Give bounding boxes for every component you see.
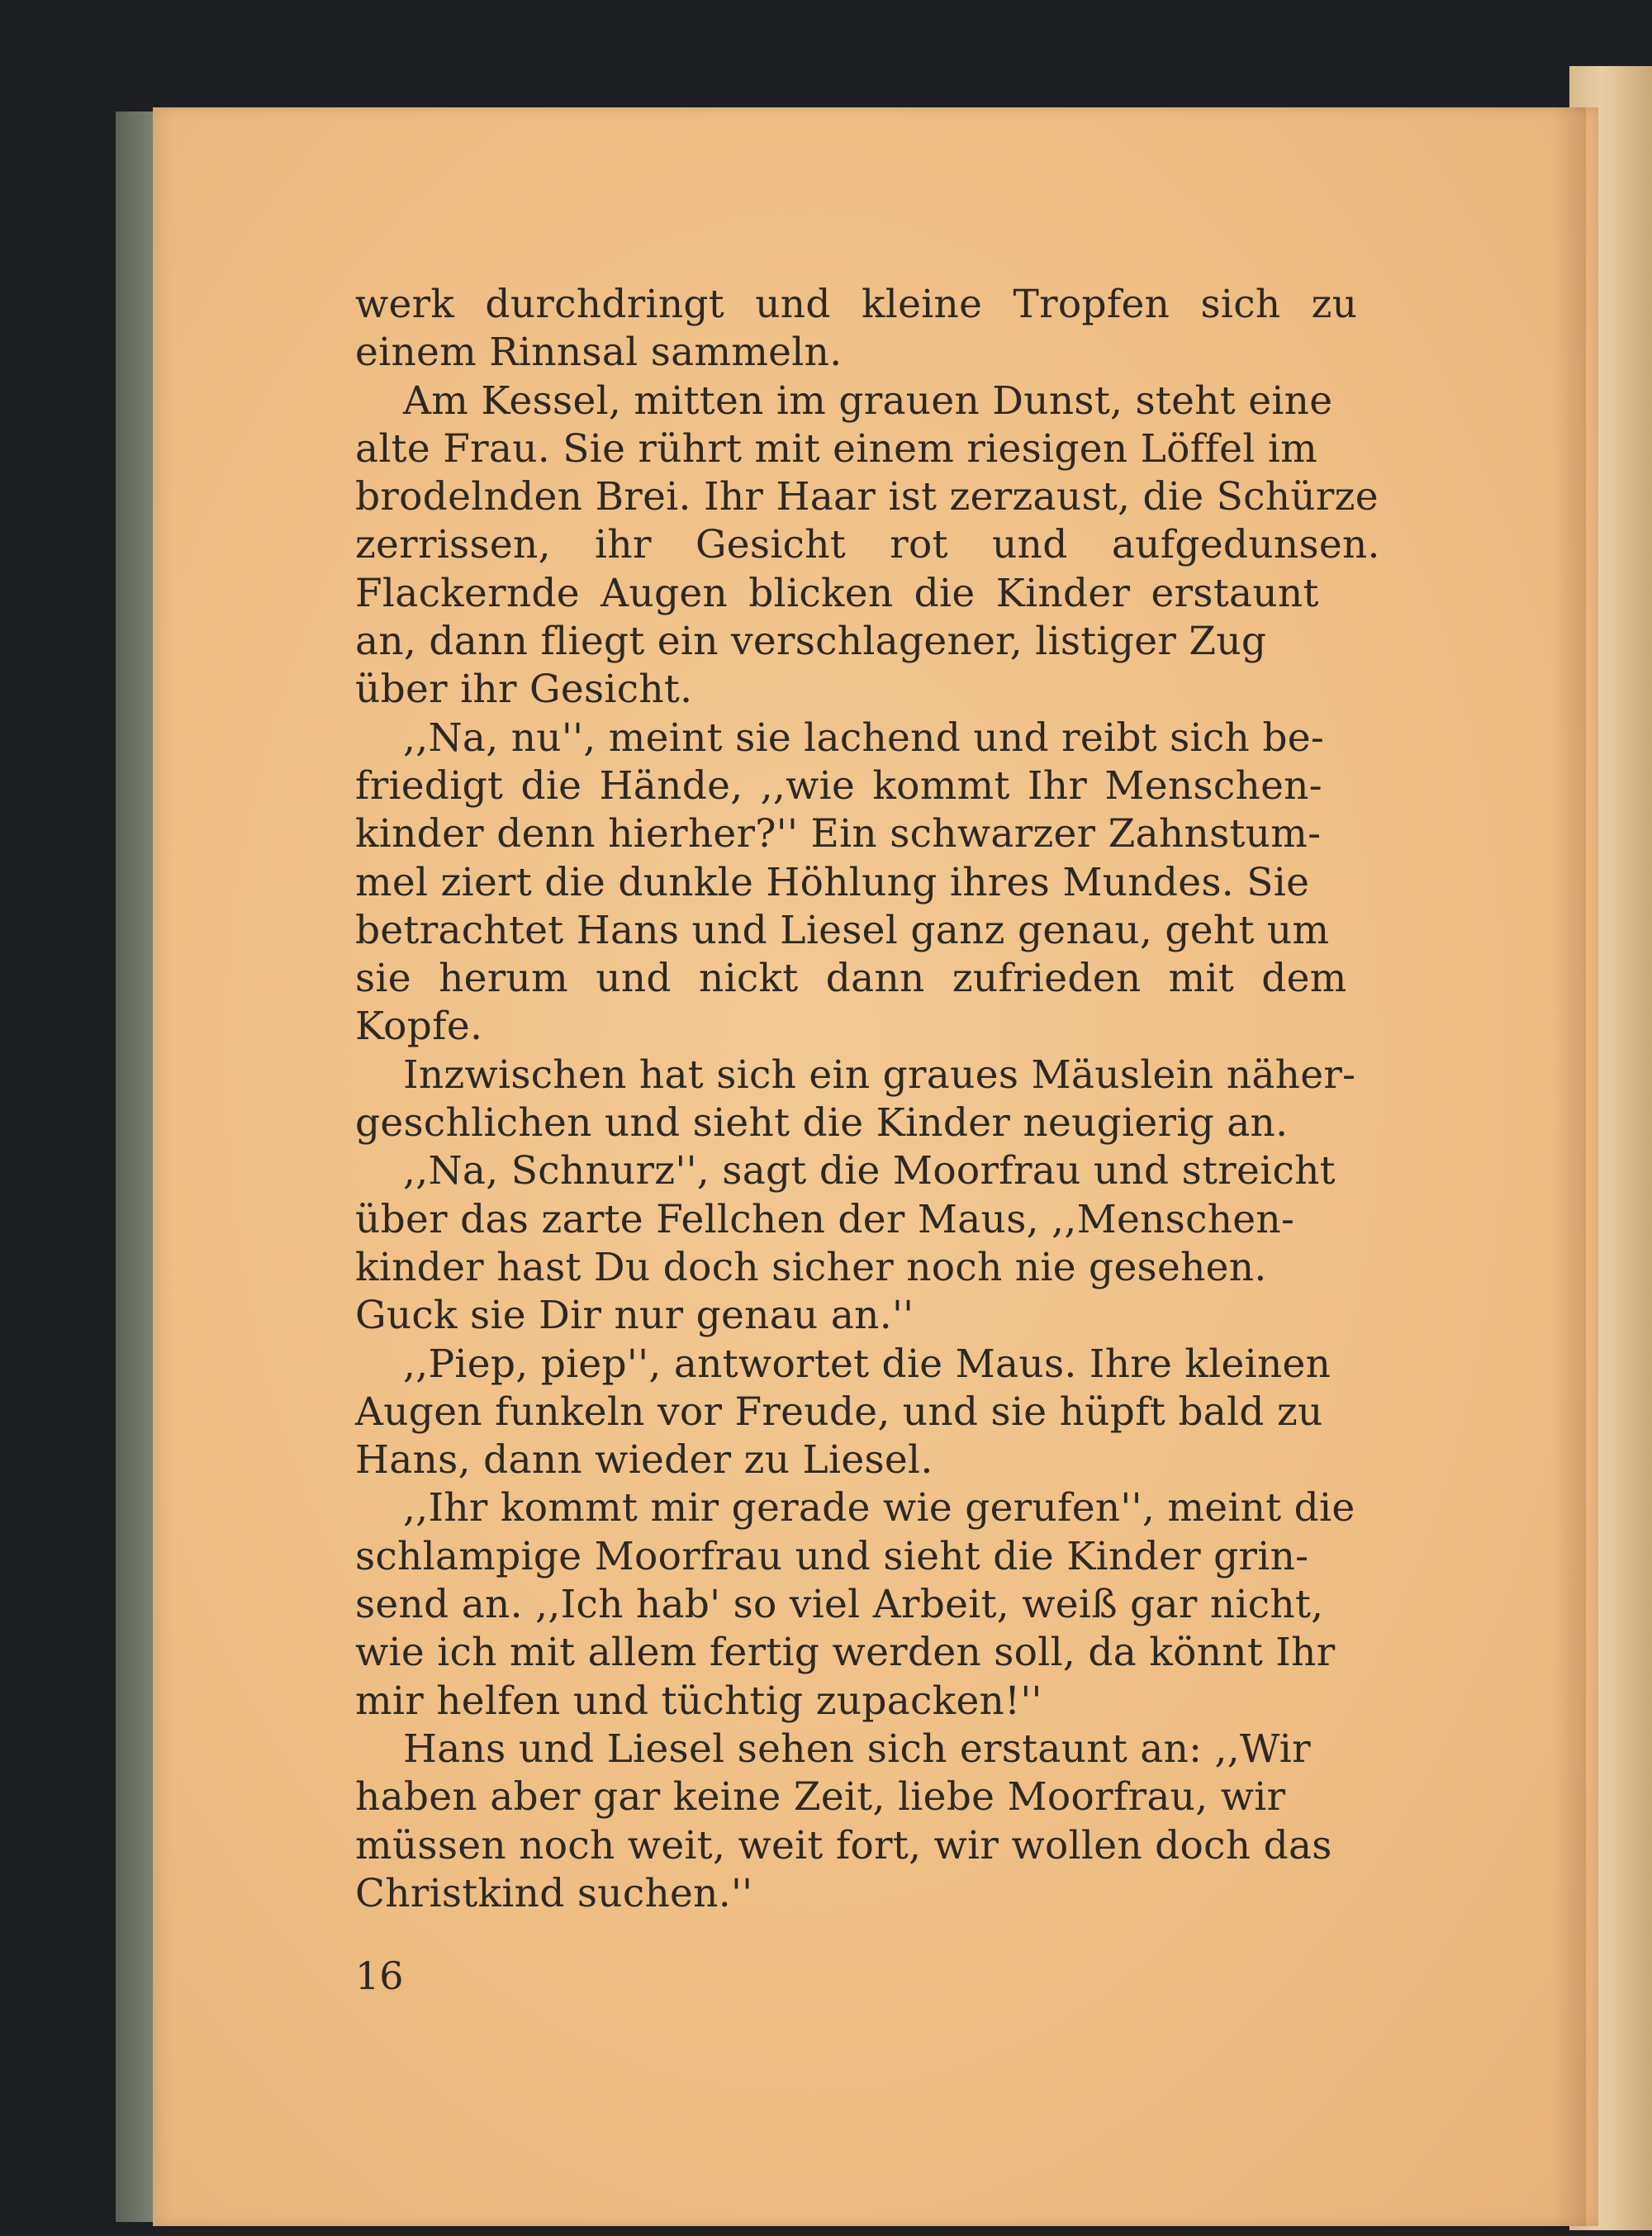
text-line: alte Frau. Sie rührt mit einem riesigen Löffel im [355, 425, 1318, 472]
text-line: geschlichen und sieht die Kinder neugierig an. [355, 1100, 1289, 1146]
text-line: brodelnden Brei. Ihr Haar ist zerzaust, die Schürze [355, 474, 1379, 520]
text-line: ,,Piep, piep'', antwortet die Maus. Ihre kleinen [403, 1341, 1332, 1387]
text-line: ,,Ihr kommt mir gerade wie gerufen'', meint die [403, 1485, 1355, 1531]
text-line: zerrissen, ihr Gesicht rot und aufgedunsen. [355, 522, 1380, 568]
text-line: mir helfen und tüchtig zupacken!'' [355, 1678, 1042, 1724]
text-line: einem Rinnsal sammeln. [355, 330, 843, 376]
page-gutter-shadow [1553, 107, 1586, 2226]
text-line: ,,Na, nu'', meint sie lachend und reibt sich be- [403, 714, 1324, 761]
text-line: mel ziert die dunkle Höhlung ihres Mundes. Sie [355, 859, 1310, 905]
text-line: Guck sie Dir nur genau an.'' [355, 1293, 914, 1339]
text-line: werk durchdringt und kleine Tropfen sich zu [355, 282, 1358, 327]
text-line: schlampige Moorfrau und sieht die Kinder grin- [355, 1533, 1309, 1579]
text-line: Hans, dann wieder zu Liesel. [355, 1437, 933, 1484]
text-line: ,,Na, Schnurz'', sagt die Moorfrau und streicht [403, 1148, 1336, 1194]
text-line: über ihr Gesicht. [355, 667, 693, 713]
text-line: kinder hast Du doch sicher noch nie gesehen. [355, 1244, 1267, 1290]
text-line: betrachtet Hans und Liesel ganz genau, geht um [355, 907, 1330, 953]
text-line: Kopfe. [355, 1004, 483, 1050]
text-line: Christkind suchen.'' [355, 1870, 753, 1916]
text-line: über das zarte Fellchen der Maus, ,,Menschen- [355, 1196, 1295, 1242]
text-line: Hans und Liesel sehen sich erstaunt an: ,,Wir [403, 1726, 1311, 1772]
text-line: friedigt die Hände, ,,wie kommt Ihr Menschen- [355, 762, 1322, 809]
text-line: kinder denn hierher?'' Ein schwarzer Zahnstum- [355, 811, 1322, 857]
text-line: Augen funkeln vor Freude, und sie hüpft bald zu [355, 1389, 1323, 1435]
text-line: müssen noch weit, weit fort, wir wollen doch das [355, 1822, 1332, 1868]
text-line: Flackernde Augen blicken die Kinder erstaunt [355, 570, 1319, 616]
text-line: send an. ,,Ich hab' so viel Arbeit, weiß gar nicht, [355, 1582, 1324, 1628]
text-line: sie herum und nickt dann zufrieden mit dem [355, 956, 1347, 1002]
text-line: Am Kessel, mitten im grauen Dunst, steht eine [403, 377, 1333, 424]
text-line: wie ich mit allem fertig werden soll, da könnt Ihr [355, 1630, 1336, 1676]
text-line: haben aber gar keine Zeit, liebe Moorfrau, wir [355, 1774, 1286, 1821]
page-number: 16 [355, 1954, 404, 1998]
text-line: Inzwischen hat sich ein graues Mäuslein näher- [403, 1052, 1356, 1098]
body-text [355, 281, 1380, 1918]
text-line: an, dann fliegt ein verschlagener, listiger Zug [355, 619, 1267, 665]
